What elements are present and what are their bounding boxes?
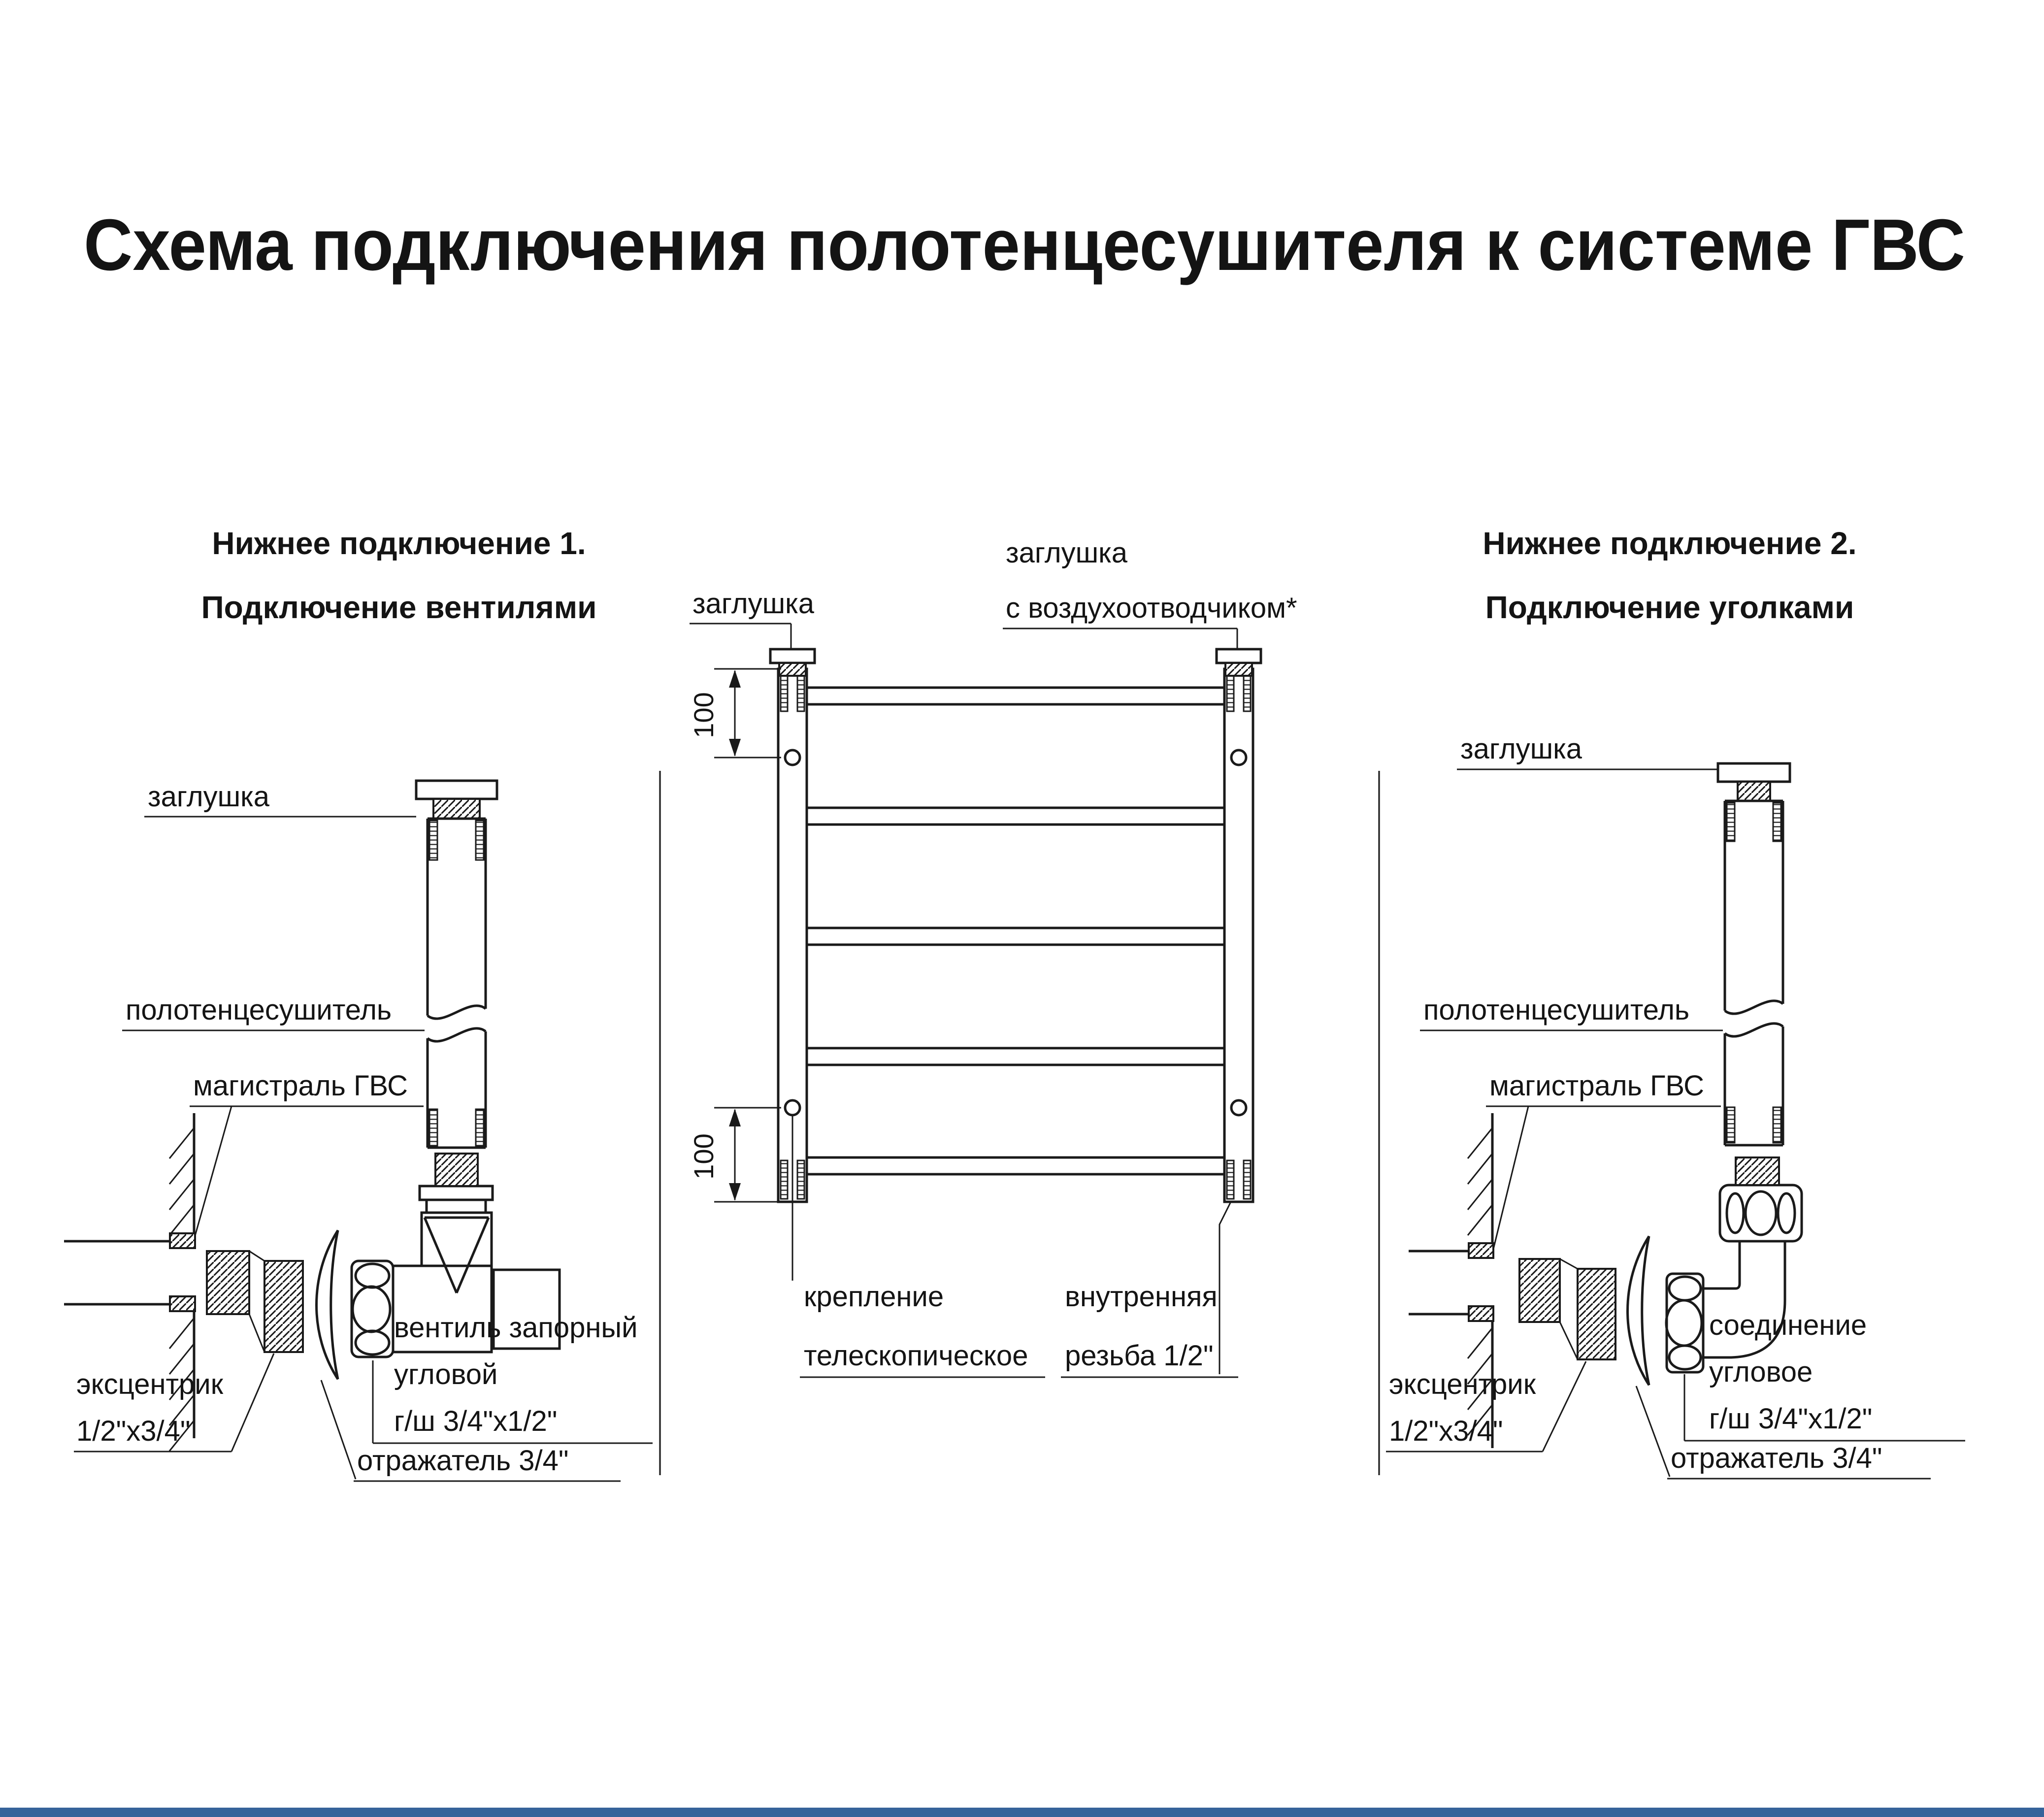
towel-rail-drawing (770, 649, 1261, 1202)
left-heading-line2: Подключение вентилями (201, 590, 597, 625)
left-eccentric-leader (231, 1354, 274, 1452)
section-right (1386, 526, 1965, 1479)
center-mount-label-line2: телескопическое (804, 1340, 1028, 1372)
left-heading-line1: Нижнее подключение 1. (212, 526, 586, 561)
left-reflector-leader (321, 1380, 356, 1479)
center-air-cap-label-line2: с воздухоотводчиком* (1006, 592, 1297, 624)
left-towel-rail-label: полотенцесушитель (126, 994, 392, 1026)
center-thread-leader (1220, 1203, 1230, 1374)
section-left (64, 526, 653, 1481)
right-eccentric-label-line2: 1/2"x3/4" (1389, 1415, 1503, 1447)
dimension-bottom-100 (688, 1108, 781, 1202)
left-valve-label-line3: г/ш 3/4"x1/2" (394, 1405, 558, 1437)
right-cap-label: заглушка (1460, 733, 1582, 765)
left-eccentric-drawing (207, 1251, 303, 1352)
left-valve-label-line1: вентиль запорный (394, 1312, 638, 1344)
right-eccentric-leader (1543, 1361, 1586, 1452)
dimension-top-value: 100 (688, 692, 719, 738)
right-hws-main-leader (1493, 1106, 1528, 1249)
left-hws-main-label: магистраль ГВС (193, 1070, 408, 1102)
page-title: Схема подключения полотенцесушителя к системе ГВС (84, 204, 1965, 286)
dimension-bottom-value: 100 (688, 1133, 719, 1180)
left-reflector-label: отражатель 3/4" (357, 1445, 569, 1477)
left-cap-drawing (416, 781, 497, 819)
center-air-cap-label-line1: заглушка (1006, 537, 1128, 569)
right-reflector-label: отражатель 3/4" (1671, 1442, 1882, 1474)
left-eccentric-label-line1: эксцентрик (76, 1368, 224, 1400)
left-eccentric-label-line2: 1/2"x3/4" (76, 1415, 191, 1447)
right-elbow-label-line1: соединение (1709, 1309, 1867, 1341)
center-cap-label: заглушка (692, 588, 815, 620)
right-eccentric-drawing (1519, 1259, 1615, 1359)
right-reflector-drawing (1628, 1236, 1649, 1385)
right-reflector-leader (1636, 1386, 1670, 1477)
center-thread-label-line1: внутренняя (1065, 1281, 1218, 1313)
right-riser-pipe (1725, 801, 1783, 1145)
right-heading-line2: Подключение уголками (1485, 590, 1854, 625)
left-hws-main-leader (194, 1106, 231, 1239)
footer-accent-bar (0, 1808, 2044, 1817)
left-supply-pipe (64, 1233, 195, 1311)
right-elbow-label-line3: г/ш 3/4"x1/2" (1709, 1403, 1873, 1435)
left-reflector-drawing (317, 1230, 338, 1379)
dimension-top-100 (688, 669, 781, 758)
right-towel-rail-label: полотенцесушитель (1423, 994, 1690, 1026)
right-elbow-label-line2: угловое (1709, 1356, 1813, 1388)
section-center (688, 537, 1297, 1377)
center-mount-label-line1: крепление (804, 1281, 944, 1313)
towel-rail-rungs (807, 688, 1224, 1174)
left-cap-label: заглушка (148, 781, 270, 813)
left-riser-pipe (428, 819, 486, 1148)
right-supply-pipe (1409, 1243, 1493, 1321)
left-valve-label-line2: угловой (394, 1358, 498, 1390)
right-cap-drawing (1718, 763, 1790, 801)
right-hws-main-label: магистраль ГВС (1489, 1070, 1704, 1102)
right-heading-line1: Нижнее подключение 2. (1483, 526, 1857, 561)
right-eccentric-label-line1: эксцентрик (1389, 1368, 1536, 1400)
center-thread-label-line2: резьба 1/2" (1065, 1340, 1214, 1372)
left-wall-drawing (169, 1113, 194, 1451)
